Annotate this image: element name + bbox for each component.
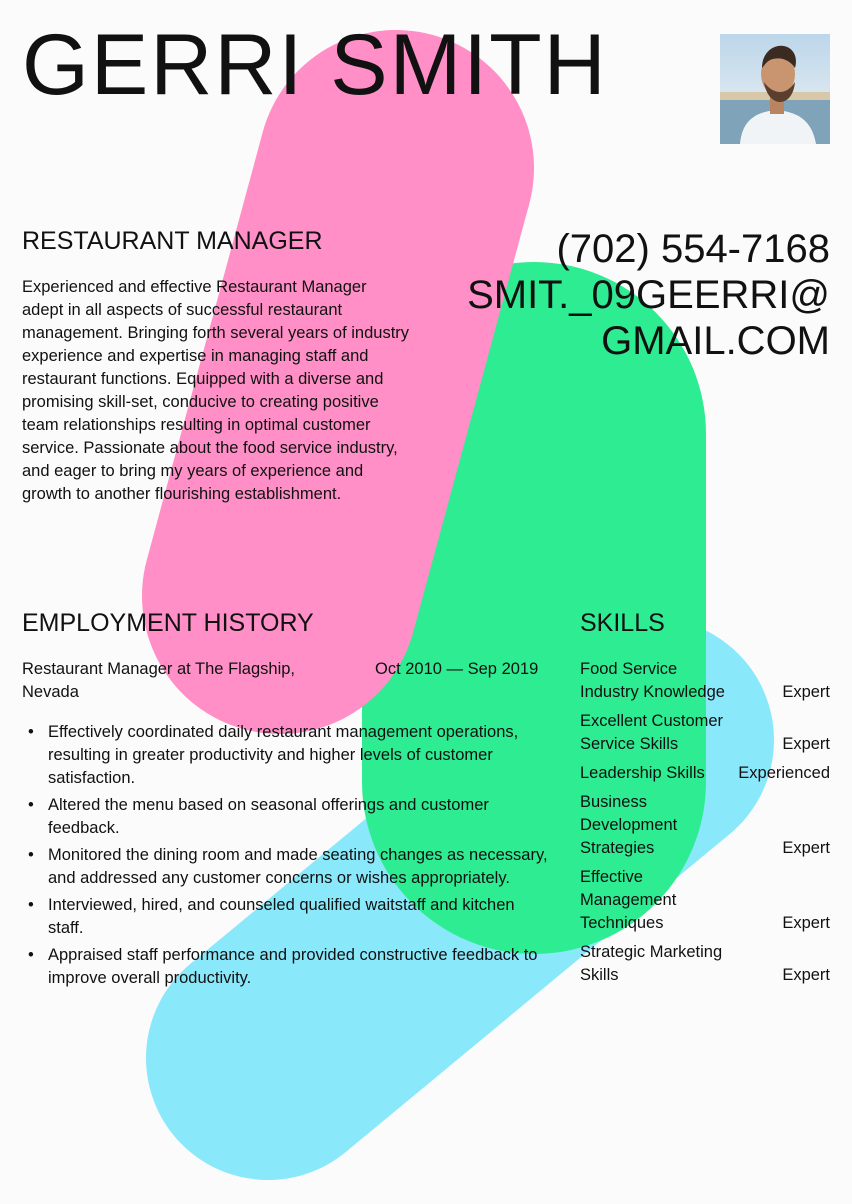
skill-row — [580, 658, 830, 704]
skill-name: Effective Management Techniques — [580, 868, 677, 932]
skill-level: Experienced — [738, 764, 830, 782]
skill-level: Expert — [782, 839, 830, 857]
skill-row — [580, 941, 830, 987]
skill-row — [580, 762, 830, 785]
skill-name: Strategic Marketing Skills — [580, 943, 723, 984]
responsibility-item: • Monitored the dining room and made seating changes as necessary, and addressed any customer concerns or wishes appropriately. — [22, 844, 552, 890]
contact-info — [467, 226, 830, 364]
skill-name: Excellent Customer Service Skills — [580, 712, 724, 753]
responsibility-item: • Effectively coordinated daily restaurant management operations, resulting in greater productivity and higher levels of customer satisfaction. — [22, 721, 552, 790]
skills-heading: SKILLS — [580, 609, 665, 637]
skill-name: Leadership Skills — [580, 764, 705, 782]
skill-name: Food Service Industry Knowledge — [580, 660, 725, 701]
profile-photo-image — [720, 34, 830, 144]
responsibility-item: • Interviewed, hired, and counseled qualified waitstaff and kitchen staff. — [22, 894, 552, 940]
responsibility-item: • Appraised staff performance and provided constructive feedback to improve overall productivity. — [22, 944, 552, 990]
job-title: RESTAURANT MANAGER — [22, 227, 323, 255]
employment-history-heading: EMPLOYMENT HISTORY — [22, 609, 314, 637]
skill-level: Expert — [782, 966, 830, 984]
profile-summary: Experienced and effective Restaurant Manager adept in all aspects of successful restaurant management. Bringing forth several years of industry experience and expertise in managing staff and restaurant functions. Equipped with a diverse and promising skill-set, conducive to creating positive team relationships resulting in optimal customer service. Passionate about the food service industry, and eager to bring my years of experience and growth to another flourishing establishment. — [22, 278, 410, 503]
responsibility-item: • Altered the menu based on seasonal offerings and customer feedback. — [22, 794, 552, 840]
skill-level: Expert — [782, 683, 830, 701]
profile-photo — [720, 34, 830, 144]
skill-row — [580, 710, 830, 756]
candidate-name: GERRI SMITH — [22, 17, 608, 113]
skill-level: Expert — [782, 914, 830, 932]
skill-name: Business Development Strategies — [580, 793, 678, 857]
phone-number[interactable]: (702) 554-7168 — [556, 227, 830, 271]
email-line-2[interactable]: GMAIL.COM — [601, 319, 830, 363]
skills-list — [580, 658, 830, 993]
skill-row — [580, 866, 830, 935]
job-position: Restaurant Manager at The Flagship, Nevada — [22, 660, 296, 701]
skill-row — [580, 791, 830, 860]
email-line-1[interactable]: SMIT._09GEERRI@ — [467, 273, 830, 317]
job-responsibilities-list — [22, 721, 552, 994]
skill-level: Expert — [782, 735, 830, 753]
job-dates: Oct 2010 — Sep 2019 — [375, 660, 539, 678]
